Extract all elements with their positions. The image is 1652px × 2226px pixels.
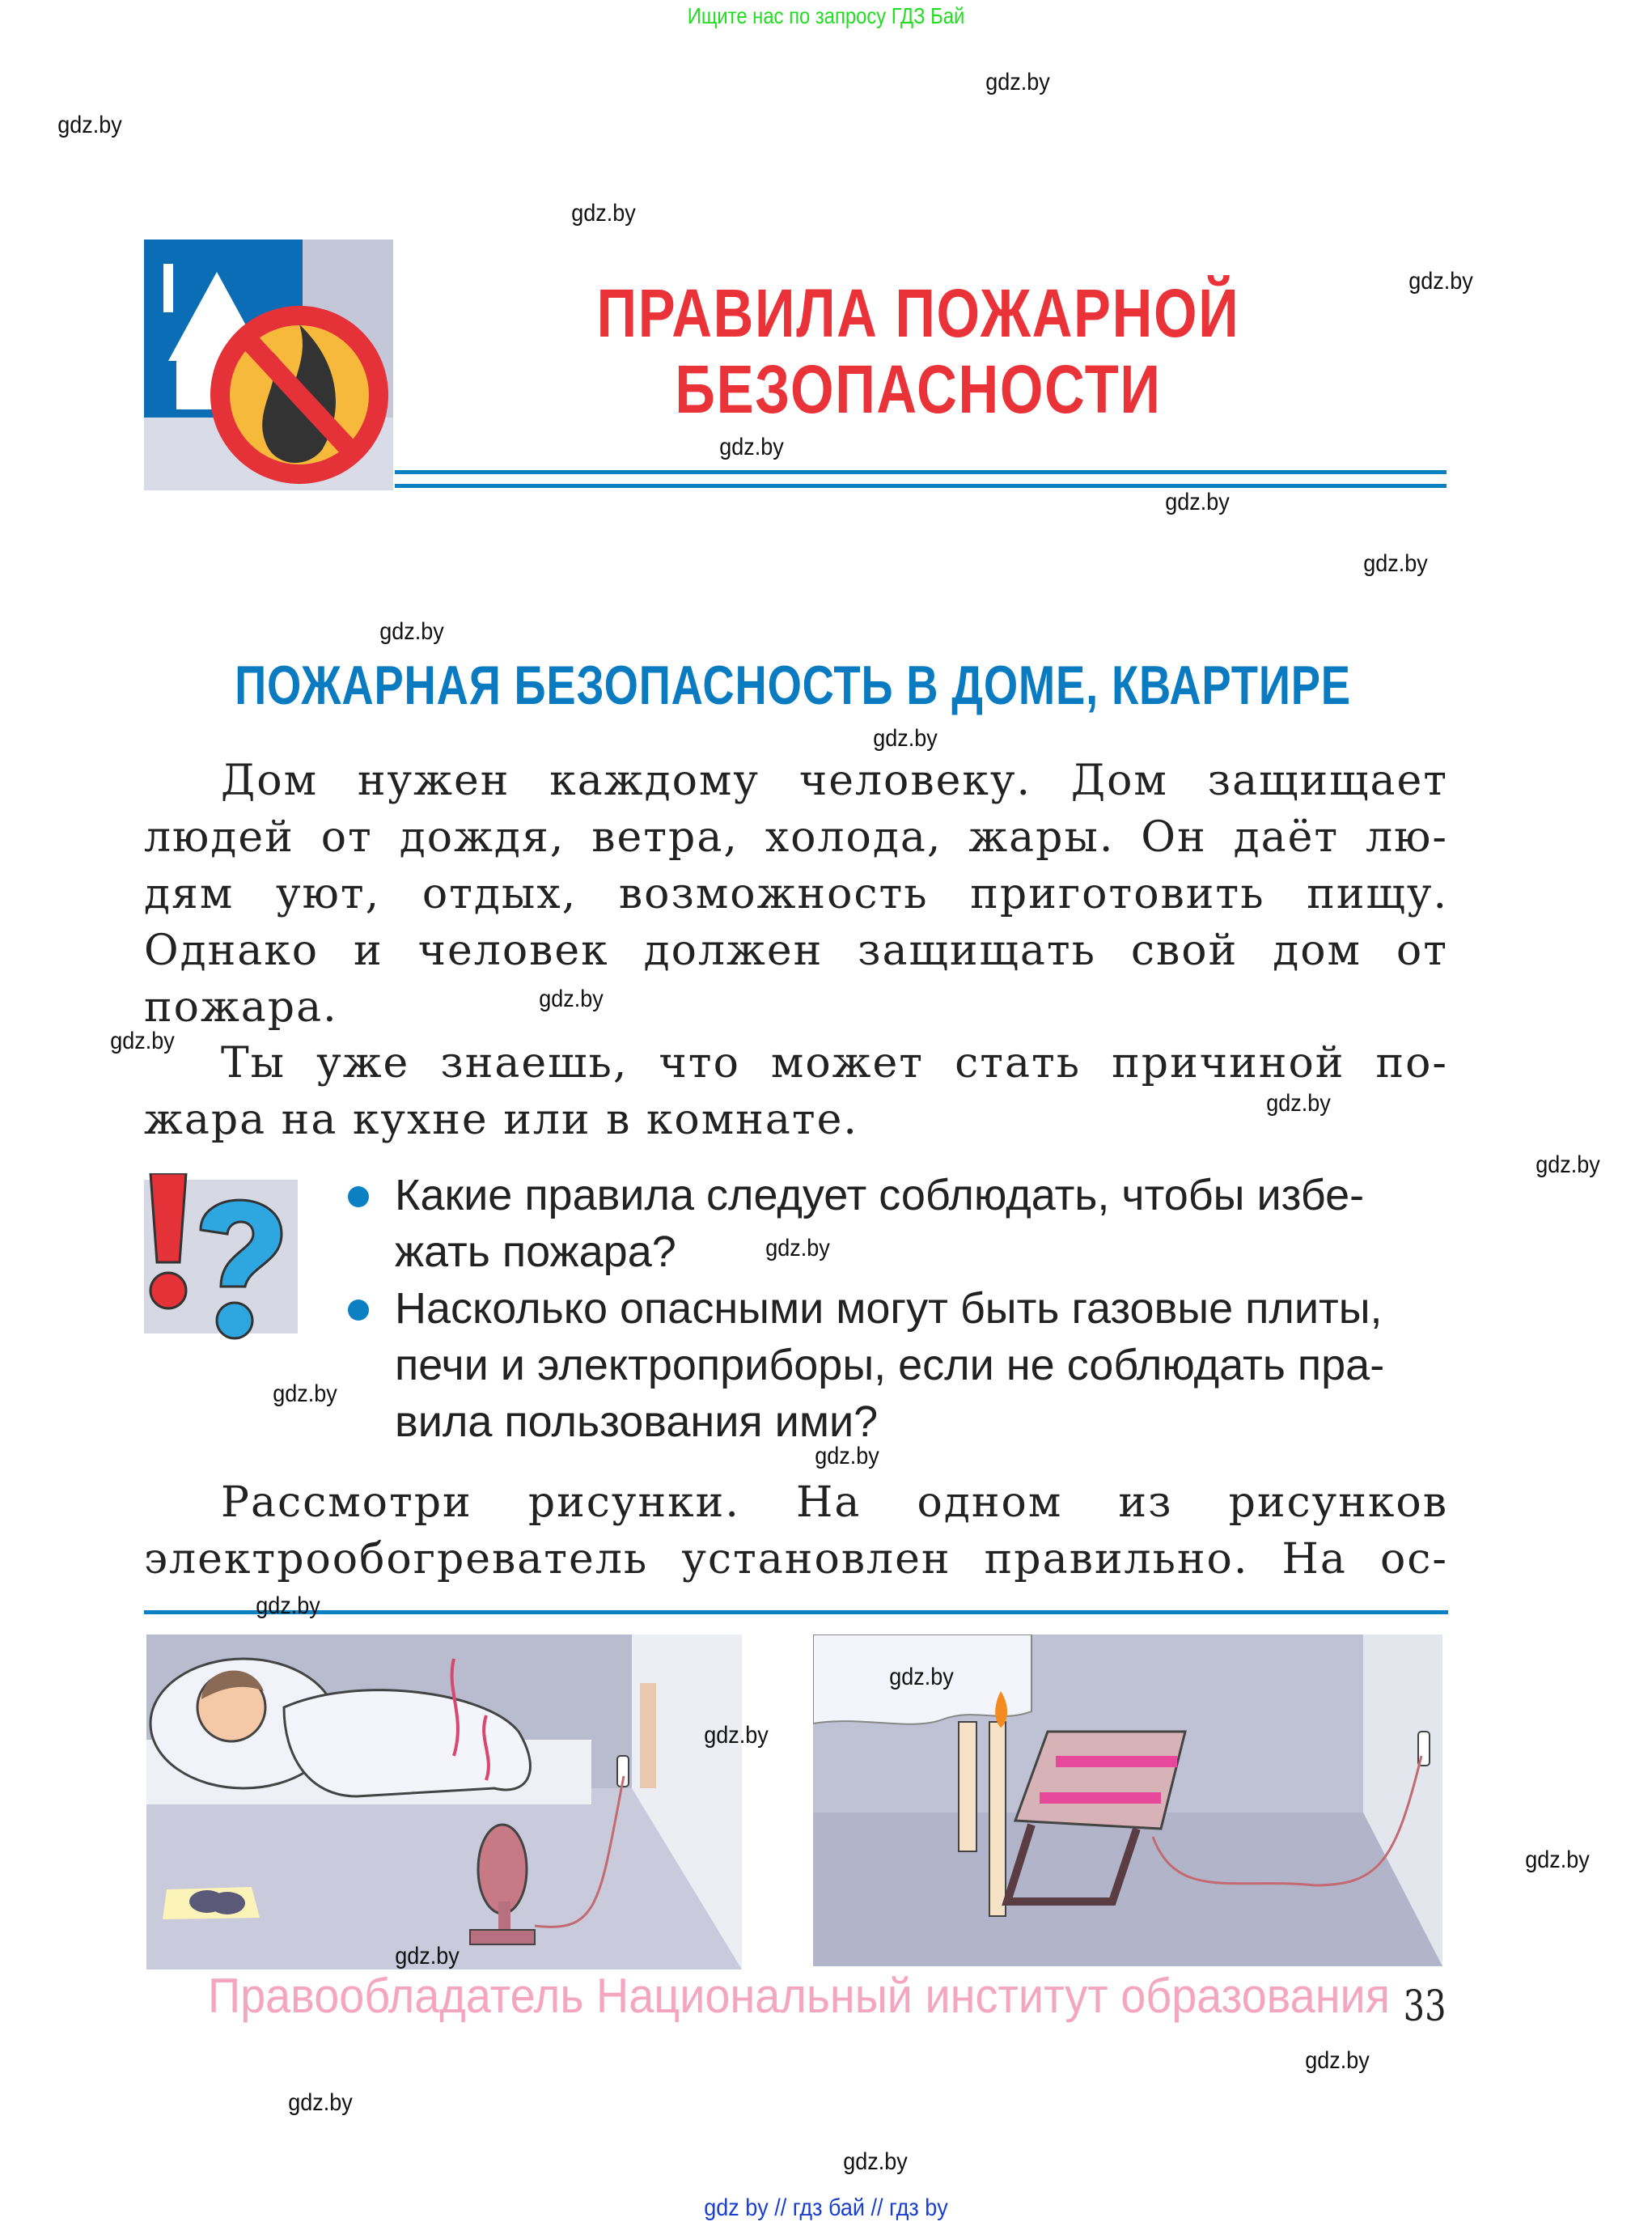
page-title [590, 275, 1247, 427]
watermark: gdz.by [1536, 1151, 1600, 1178]
watermark: gdz.by [379, 618, 444, 645]
title-rule-top [395, 470, 1447, 474]
page-number: 33 [1403, 1982, 1447, 2031]
no-fire-sign-icon [144, 240, 393, 490]
exclamation-question-icon [144, 1173, 306, 1351]
question-item [348, 1280, 1448, 1450]
text-line: электрообогреватель установлен правильно. На ос- [144, 1535, 1448, 1584]
paragraph-3 [144, 1474, 1448, 1588]
text-line: пожара. [144, 983, 338, 1032]
watermark: gdz.by [57, 112, 122, 138]
watermark: gdz.by [1408, 268, 1473, 295]
search-banner: Ищите нас по запросу ГДЗ Бай [687, 3, 965, 28]
watermark: gdz.by [1266, 1090, 1331, 1117]
question-line: вила пользования ими? [395, 1397, 879, 1446]
watermark: gdz.by [273, 1380, 337, 1407]
bullet-icon [348, 1300, 369, 1321]
watermark: gdz.by [110, 1028, 175, 1054]
watermark: gdz.by [256, 1592, 320, 1619]
text-line: Дом нужен каждому человеку. Дом защищает [221, 757, 1448, 805]
text-line: жара на кухне или в комнате. [144, 1096, 858, 1144]
watermark: gdz.by [395, 1943, 460, 1969]
footer-links[interactable]: gdz by // гдз бай // гдз by [704, 2194, 948, 2221]
watermark: gdz.by [873, 725, 938, 752]
section-divider [144, 1610, 1448, 1614]
text-line: Ты уже знаешь, что может стать причиной по- [221, 1039, 1448, 1088]
title-line-1: ПРАВИЛА ПОЖАРНОЙ [596, 275, 1240, 351]
question-item [348, 1167, 1448, 1280]
watermark: gdz.by [539, 986, 604, 1012]
illustration-heater-correct [146, 1635, 742, 1969]
watermark: gdz.by [288, 2089, 353, 2116]
watermark: gdz.by [704, 1722, 769, 1749]
watermark: gdz.by [571, 200, 636, 227]
text-line: дям уют, отдых, возможность приготовить пищу. [144, 870, 1448, 918]
text-line: людей от дождя, ветра, холода, жары. Он даёт лю- [144, 813, 1448, 862]
question-line: Насколько опасными могут быть газовые плиты, [395, 1284, 1383, 1333]
question-line: Какие правила следует соблюдать, чтобы избе- [395, 1171, 1365, 1219]
text-line: Рассмотри рисунки. На одном из рисунков [221, 1478, 1448, 1527]
watermark: gdz.by [719, 434, 784, 460]
title-line-2: БЕЗОПАСНОСТИ [675, 351, 1162, 427]
question-line: жать пожара? [395, 1227, 676, 1276]
watermark: gdz.by [1305, 2047, 1370, 2074]
watermark: gdz.by [1165, 489, 1230, 515]
copyright-notice: Правообладатель Национальный институт образования [208, 1969, 1390, 2023]
watermark: gdz.by [815, 1443, 879, 1469]
title-rule-bottom [395, 484, 1447, 488]
paragraph-1 [144, 753, 1448, 1036]
bullet-icon [348, 1186, 369, 1207]
watermark: gdz.by [765, 1235, 830, 1261]
paragraph-2 [144, 1035, 1448, 1148]
text-line: Однако и человек должен защищать свой дом от [144, 926, 1448, 975]
watermark: gdz.by [1363, 550, 1428, 577]
watermark: gdz.by [1525, 1847, 1590, 1873]
question-line: печи и электроприборы, если не соблюдать пра- [395, 1341, 1385, 1389]
watermark: gdz.by [843, 2148, 908, 2175]
watermark: gdz.by [889, 1664, 954, 1690]
section-heading: ПОЖАРНАЯ БЕЗОПАСНОСТЬ В ДОМЕ, КВАРТИРЕ [235, 655, 1351, 716]
watermark: gdz.by [985, 69, 1050, 95]
